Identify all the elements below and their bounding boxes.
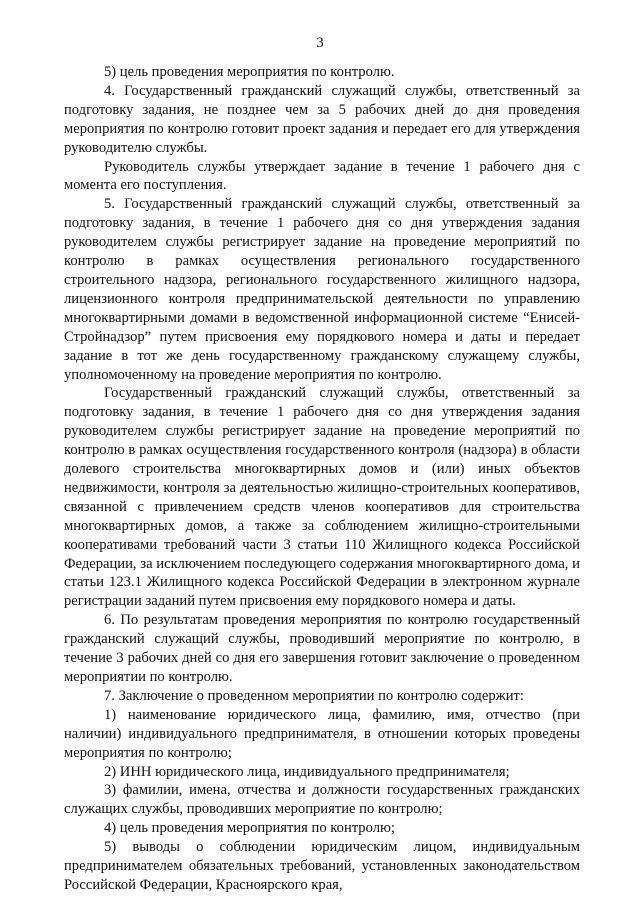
paragraph-section-6: 6. По результатам проведения мероприятия по контролю государственный гражданский служащий службы, проводивший мероприятие по контролю, в течение 3 рабочих дней со дня его завершения готовит заключение о проведенном мероприятии по контролю. — [64, 612, 580, 685]
list-item-4: 4) цель проведения мероприятия по контролю; — [104, 820, 395, 837]
paragraph-section-7: 7. Заключение о проведенном мероприятии по контролю содержит: — [104, 687, 524, 704]
list-item-1: 1) наименование юридического лица, фамилию, имя, отчество (при наличии) индивидуального предпринимателя, в отношении которых проведены мероприятия по контролю; — [64, 706, 580, 761]
list-item-3: 3) фамилии, имена, отчества и должности государственных гражданских служащих службы, проводивших мероприятие по контролю; — [64, 782, 580, 818]
paragraph-item-5-goal: 5) цель проведения мероприятия по контролю. — [104, 64, 395, 80]
paragraph-approval: Руководитель службы утверждает задание в течение 1 рабочего дня с момента его поступления. — [64, 158, 580, 194]
paragraph-registration: Государственный гражданский служащий службы, ответственный за подготовку задания, в течение 1 рабочего дня со дня утверждения задания руководителем службы регистрирует задание на проведение мероприятий по контролю в рамках осуществления государственного контроля (надзора) в области долевого строительства многоквартирных домов и (или) иных объектов недвижимости, контроля за деятельностью жилищно-строительных кооперативов, связанной с привлечением средств членов кооперативов для строительства многоквартирных домов, а также за соблюдением жилищно-строительными кооперативами требований части 3 статьи 110 Жилищного кодекса Российской Федерации, за исключением последующего содержания многоквартирного дома, и статьи 123.1 Жилищного кодекса Российской Федерации в электронном журнале регистрации заданий путем присвоения ему порядкового номера и даты. — [64, 385, 580, 610]
paragraph-section-4: 4. Государственный гражданский служащий службы, ответственный за подготовку задания, не позднее чем за 5 рабочих дней до дня проведения мероприятия по контролю готовит проект задания и передает его для утверждения руководителю службы. — [64, 82, 580, 156]
paragraph-section-5: 5. Государственный гражданский служащий службы, ответственный за подготовку задания, в течение 1 рабочего дня со дня утверждения задания руководителем службы регистрирует задание на проведение мероприятий по контролю в рамках осуществления регионального государственного строительного надзора, регионального государственного жилищного надзора, лицензионного контроля предпринимательской деятельности по управлению многоквартирными домами в ведомственной информационной системе “Енисей-Стройнадзор” путем присвоения ему порядкового номера и даты и передает задание в тот же день государственному гражданскому служащему службы, уполномоченному на проведение мероприятия по контролю. — [64, 196, 580, 383]
list-item-5: 5) выводы о соблюдении юридическим лицом, индивидуальным предпринимателем обязательных требований, установленных законодательством Российской Федерации, Красноярского края, — [64, 839, 580, 893]
list-item-2: 2) ИНН юридического лица, индивидуального предпринимателя; — [104, 763, 510, 780]
page-number: 3 — [316, 35, 324, 51]
page-body — [64, 63, 580, 895]
